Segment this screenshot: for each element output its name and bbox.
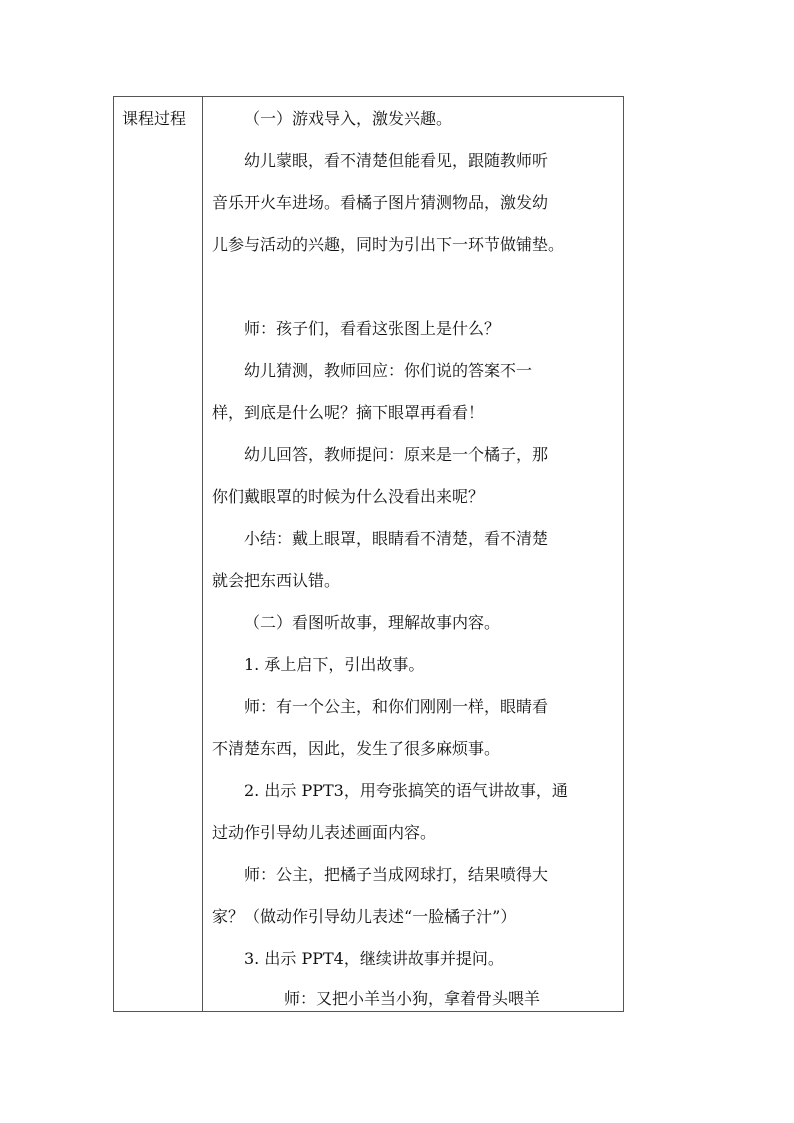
row-label-cell: [114, 97, 203, 1011]
paragraph-line: 幼儿猜测，教师回应：你们说的答案不一: [244, 361, 533, 380]
paragraph-line: 样，到底是什么呢？摘下眼罩再看看！: [212, 403, 485, 422]
dialogue-line: 师：又把小羊当小狗，拿着骨头喂羊: [284, 989, 541, 1008]
dialogue-line: 师：公主，把橘子当成网球打，结果喷得大: [244, 865, 549, 884]
section-heading-2: （二）看图听故事，理解故事内容。: [244, 613, 501, 632]
step-line: 3. 出示 PPT4，继续讲故事并提问。: [244, 949, 504, 968]
dialogue-line: 家？（做动作引导幼儿表述“一脸橘子汁”）: [212, 907, 517, 926]
section-heading-1: （一）游戏导入，激发兴趣。: [244, 109, 453, 128]
summary-line: 小结：戴上眼罩，眼睛看不清楚，看不清楚: [244, 529, 549, 548]
content-cell: [204, 97, 623, 1011]
dialogue-line: 师：孩子们，看看这张图上是什么？: [244, 319, 501, 338]
paragraph-line: 幼儿回答，教师提问：原来是一个橘子，那: [244, 445, 549, 464]
paragraph-line: 音乐开火车进场。看橘子图片猜测物品，激发幼: [212, 193, 549, 212]
lesson-table: [113, 96, 624, 1012]
step-line: 过动作引导幼儿表述画面内容。: [212, 823, 437, 842]
row-label: 课程过程: [122, 109, 187, 128]
dialogue-line: 不清楚东西，因此，发生了很多麻烦事。: [212, 739, 501, 758]
paragraph-line: 儿参与活动的兴趣，同时为引出下一环节做铺垫。: [212, 235, 565, 254]
step-line: 1. 承上启下，引出故事。: [244, 655, 425, 674]
dialogue-line: 师：有一个公主，和你们刚刚一样，眼睛看: [244, 697, 549, 716]
step-line: 2. 出示 PPT3，用夸张搞笑的语气讲故事，通: [244, 781, 568, 800]
paragraph-line: 幼儿蒙眼，看不清楚但能看见，跟随教师听: [244, 151, 549, 170]
paragraph-line: 你们戴眼罩的时候为什么没看出来呢？: [212, 487, 485, 506]
summary-line: 就会把东西认错。: [212, 571, 341, 590]
